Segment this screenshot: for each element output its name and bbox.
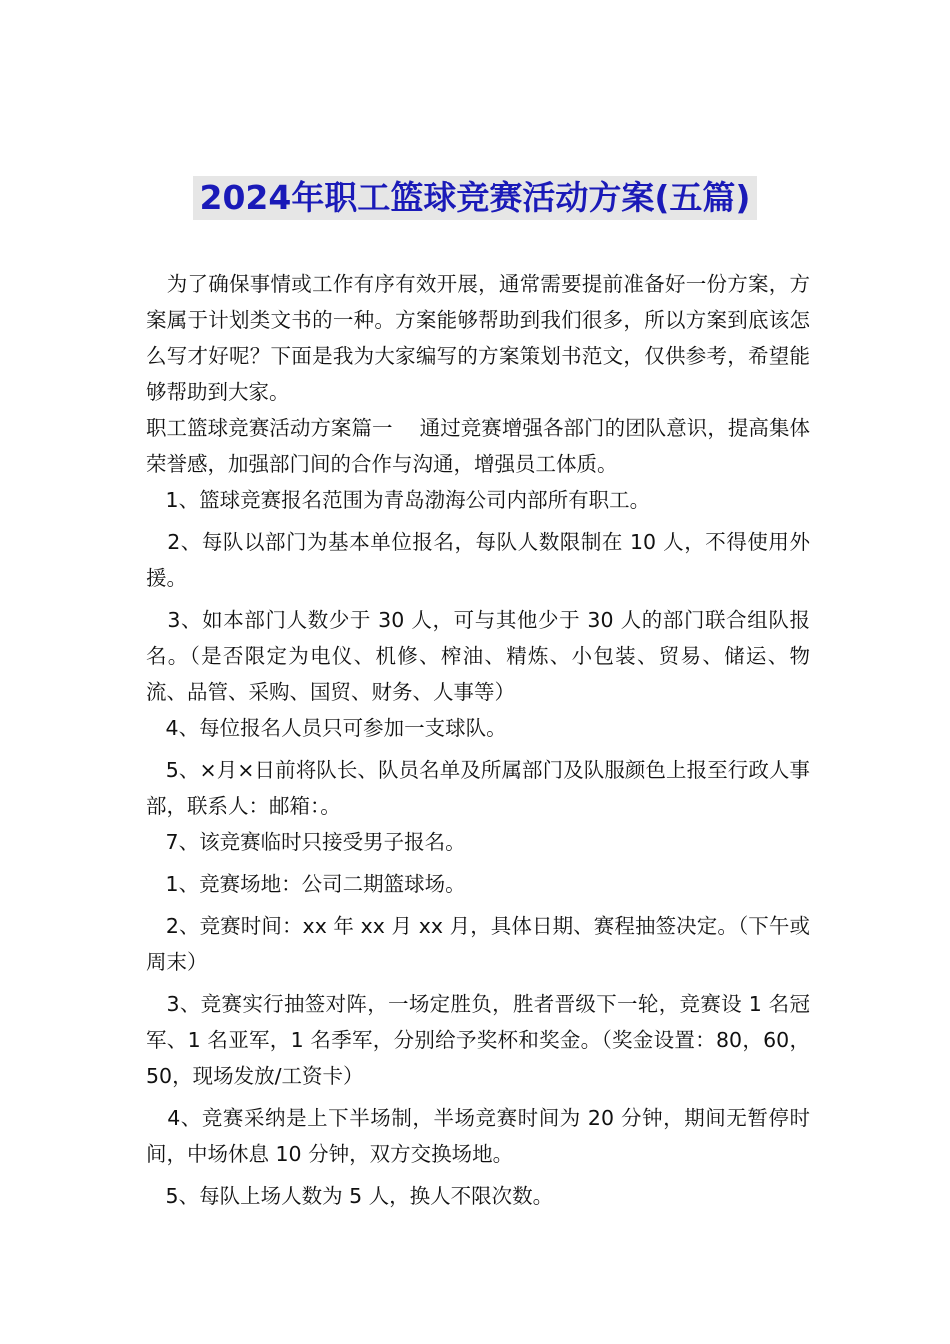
section-one-paragraph: 职工篮球竞赛活动方案篇一 通过竞赛增强各部门的团队意识，提高集体荣誉感，加强部门间的合作与沟通，增强员工体质。 <box>146 416 810 476</box>
list-item: 3、如本部门人数少于 30 人，可与其他少于 30 人的部门联合组队报名。（是否限定为电仪、机修、榨油、精炼、小包装、贸易、储运、物流、品管、采购、国贸、财务、人事等） <box>146 608 810 704</box>
list-item: 7、该竞赛临时只接受男子报名。 <box>146 830 466 854</box>
list-item: 5、×月×日前将队长、队员名单及所属部门及队服颜色上报至行政人事部，联系人：邮箱：。 <box>146 758 810 818</box>
list-item: 3、竞赛实行抽签对阵，一场定胜负，胜者晋级下一轮，竞赛设 1 名冠军、1 名亚军，1 名季军，分别给予奖杯和奖金。（奖金设置：80，60，50，现场发放/工资卡） <box>146 992 810 1088</box>
list-item: 2、每队以部门为基本单位报名，每队人数限制在 10 人，不得使用外援。 <box>146 530 810 590</box>
list-item: 5、每队上场人数为 5 人，换人不限次数。 <box>146 1184 554 1208</box>
document-title: 2024年职工篮球竞赛活动方案(五篇) <box>193 176 756 220</box>
title-container <box>0 176 950 220</box>
list-item: 4、竞赛采纳是上下半场制，半场竞赛时间为 20 分钟，期间无暂停时间，中场休息 10 分钟，双方交换场地。 <box>146 1106 810 1166</box>
list-item: 4、每位报名人员只可参加一支球队。 <box>146 716 507 740</box>
list-item: 1、竞赛场地：公司二期篮球场。 <box>146 872 466 896</box>
list-item: 2、竞赛时间：xx 年 xx 月 xx 月，具体日期、赛程抽签决定。（下午或周末） <box>146 914 810 974</box>
document-body <box>146 266 810 1214</box>
intro-paragraph: 为了确保事情或工作有序有效开展，通常需要提前准备好一份方案，方案属于计划类文书的一种。方案能够帮助到我们很多，所以方案到底该怎么写才好呢？下面是我为大家编写的方案策划书范文，仅供参考，希望能够帮助到大家。 <box>146 272 810 404</box>
list-item: 1、篮球竞赛报名范围为青岛渤海公司内部所有职工。 <box>146 488 651 512</box>
